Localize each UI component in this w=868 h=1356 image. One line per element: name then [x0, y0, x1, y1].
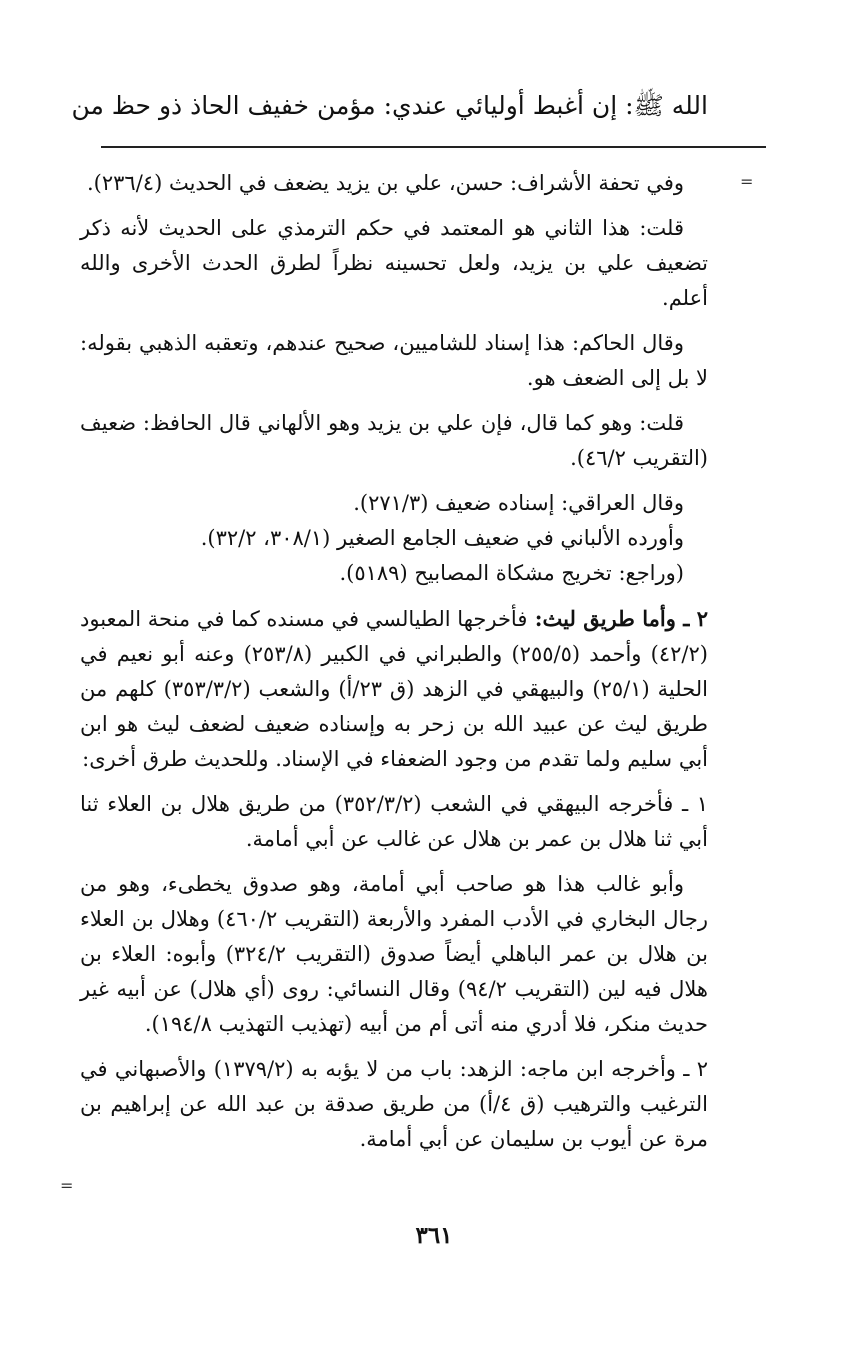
footnote-body	[80, 166, 708, 1167]
paragraph: وفي تحفة الأشراف: حسن، علي بن يزيد يضعف في الحديث (٢٣٦/٤).	[87, 171, 684, 195]
paragraph: قلت: هذا الثاني هو المعتمد في حكم الترمذي على الحديث لأنه ذكر تضعيف علي بن يزيد، ولعل تحسينه نظراً لطرق الحدث الأخرى والله أعلم.	[80, 216, 708, 310]
paragraph-numbered	[80, 601, 708, 777]
paragraph-heading: ٢ ـ وأما طريق ليث:	[527, 606, 708, 631]
paragraph: وقال العراقي: إسناده ضعيف (٢٧١/٣).	[353, 491, 684, 515]
paragraph-numbered: ١ ـ فأخرجه البيهقي في الشعب (٣٥٢/٣/٢) من طريق هلال بن العلاء ثنا أبي ثنا هلال بن عمر بن هلال عن غالب عن أبي أمامة.	[80, 792, 708, 851]
page-number: ٣٦١	[415, 1222, 453, 1249]
paragraph: وأبو غالب هذا هو صاحب أبي أمامة، وهو صدوق يخطىء، وهو من رجال البخاري في الأدب المفرد والأربعة (التقريب ٤٦٠/٢) وهلال بن العلاء بن هلال بن عمر الباهلي أيضاً صدوق (التقريب ٣٢٤/٢) وأبوه: العلاء بن هلال فيه لين (التقريب ٩٤/٢) وقال النسائي: روى (أي هلال) عن أبيه غير حديث منكر، فلا أدري منه أتى أم من أبيه (تهذيب التهذيب ١٩٤/٨).	[80, 872, 709, 1036]
paragraph-text: فأخرجها الطيالسي في مسنده كما في منحة المعبود (٤٢/٢) وأحمد (٢٥٥/٥) والطبراني في الكبير (٢٥٣/٨) وعنه أبو نعيم في الحلية (٢٥/١) والبيهقي في الزهد (ق ٢٣/أ) والشعب (٣٥٣/٣/٢) كلهم من طريق ليث عن عبيد الله بن زحر به وإسناده ضعيف لضعف ليث هو ابن أبي سليم ولما تقدم من وجود الضعفاء في الإسناد. وللحديث طرق أخرى:	[80, 607, 708, 771]
margin-mark: =	[60, 1176, 74, 1195]
margin-mark: =	[740, 172, 754, 191]
paragraph: وأورده الألباني في ضعيف الجامع الصغير (٣٠٨/١، ٣٢/٢).	[200, 526, 684, 550]
paragraph: وقال الحاكم: هذا إسناد للشاميين، صحيح عندهم، وتعقبه الذهبي بقوله: لا بل إلى الضعف هو.	[80, 331, 708, 390]
header-line: الله ﷺ: إن أغبط أوليائي عندي: مؤمن خفيف الحاذ ذو حظ من	[71, 91, 708, 120]
paragraph: (وراجع: تخريج مشكاة المصابيح (٥١٨٩).	[339, 561, 684, 585]
paragraph-numbered: ٢ ـ وأخرجه ابن ماجه: الزهد: باب من لا يؤبه به (١٣٧٩/٢) والأصبهاني في الترغيب والترهيب (ق ٤/أ) من طريق صدقة بن عبد الله عن إبراهيم بن مرة عن أيوب بن سليمان عن أبي أمامة.	[80, 1057, 708, 1151]
paragraph: قلت: وهو كما قال، فإن علي بن يزيد وهو الألهاني قال الحافظ: ضعيف (التقريب ٤٦/٢).	[80, 411, 708, 470]
footnote-separator	[101, 146, 766, 148]
